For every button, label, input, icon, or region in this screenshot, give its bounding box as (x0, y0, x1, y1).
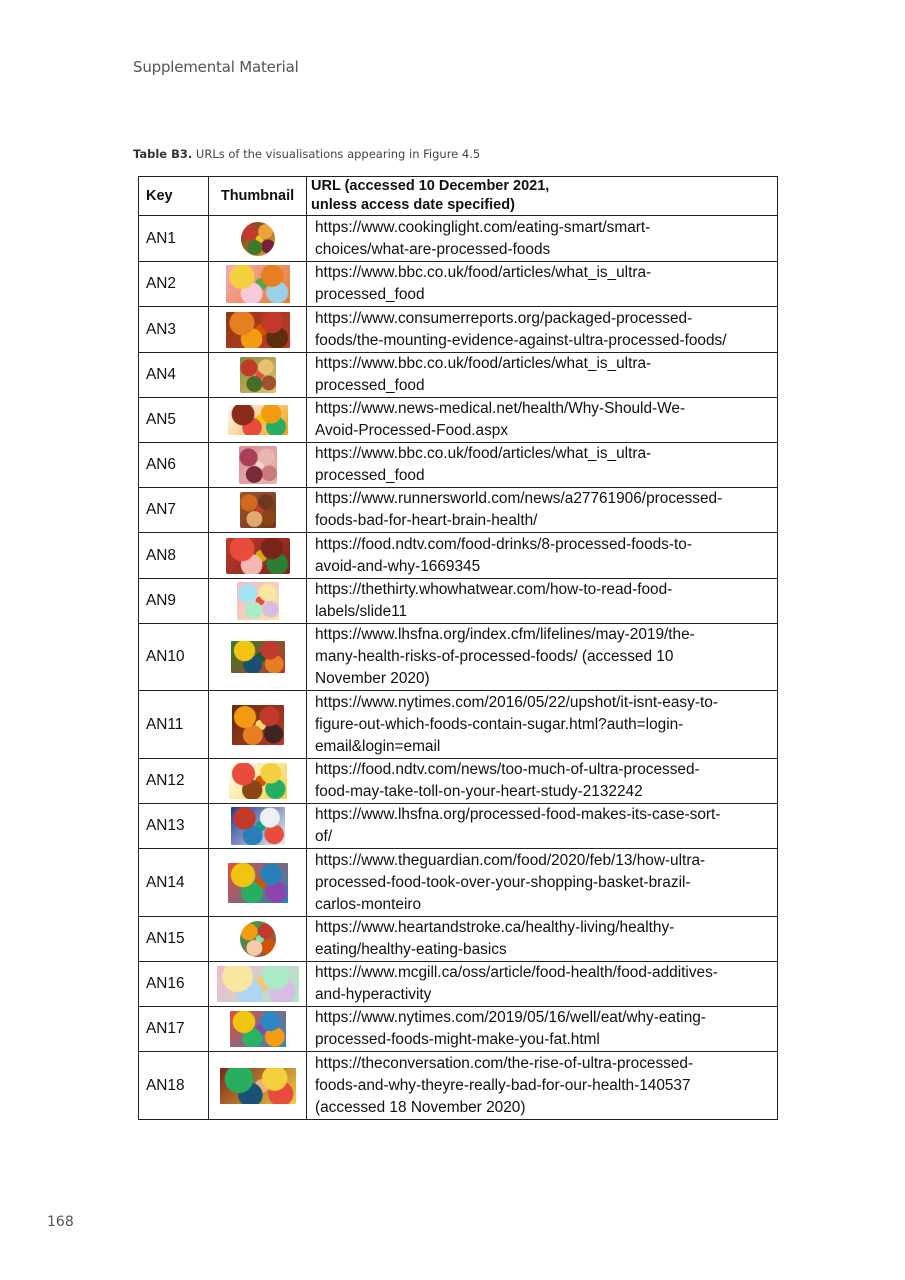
url-text-line: carlos-monteiro (315, 895, 422, 913)
url-text-line: https://www.lhsfna.org/processed-food-makes-its-case-sort- (315, 806, 721, 823)
row-thumbnail-cell (209, 759, 307, 804)
url-text-line: choices/what-are-processed-foods (315, 240, 551, 258)
row-thumbnail-cell (209, 488, 307, 533)
table-row (139, 398, 778, 443)
row-thumbnail-cell (209, 398, 307, 443)
row-thumbnail-cell (209, 917, 307, 962)
row-key: AN6 (139, 443, 209, 488)
url-text-line: https://www.nytimes.com/2019/05/16/well/eat/why-eating- (315, 1009, 706, 1026)
url-text-line: https://www.mcgill.ca/oss/article/food-health/food-additives- (315, 964, 718, 981)
row-key: AN1 (139, 216, 209, 262)
header-url-line2: unless access date specified) (311, 197, 515, 213)
row-url (307, 353, 778, 398)
row-url (307, 759, 778, 804)
url-text-line: https://theconversation.com/the-rise-of-ultra-processed- (315, 1054, 694, 1072)
row-key: AN13 (139, 804, 209, 849)
row-key: AN17 (139, 1007, 209, 1052)
table-row (139, 691, 778, 759)
row-url (307, 962, 778, 1007)
header-thumbnail: Thumbnail (209, 177, 307, 216)
row-url (307, 443, 778, 488)
url-text-line: https://www.bbc.co.uk/food/articles/what_is_ultra- (315, 264, 652, 281)
url-text-line: https://www.cookinglight.com/eating-smart/smart- (315, 218, 651, 236)
url-text-line: and-hyperactivity (315, 986, 432, 1003)
food-thumbnail-image (231, 641, 285, 673)
table-row (139, 1052, 778, 1120)
row-key: AN11 (139, 691, 209, 759)
row-thumbnail-cell (209, 262, 307, 307)
row-url (307, 624, 778, 691)
url-text-line: avoid-and-why-1669345 (315, 557, 481, 575)
food-thumbnail-image (226, 265, 290, 303)
url-text-line: https://food.ndtv.com/news/too-much-of-ultra-processed- (315, 761, 700, 778)
url-text-line: https://www.bbc.co.uk/food/articles/what_is_ultra- (315, 445, 652, 462)
food-thumbnail-image (241, 222, 275, 256)
food-thumbnail-image (240, 492, 276, 528)
url-text-line: (accessed 18 November 2020) (315, 1098, 526, 1116)
food-thumbnail-image (228, 405, 288, 435)
food-thumbnail-image (237, 582, 279, 620)
food-thumbnail-image (239, 446, 277, 484)
food-thumbnail-image (240, 357, 276, 393)
url-text-line: https://food.ndtv.com/food-drinks/8-processed-foods-to- (315, 535, 692, 553)
food-thumbnail-image (228, 863, 288, 903)
url-text-line: processed-foods-might-make-you-fat.html (315, 1031, 600, 1048)
row-key: AN18 (139, 1052, 209, 1120)
url-text-line: https://www.consumerreports.org/packaged-processed- (315, 309, 693, 327)
food-thumbnail-image (226, 312, 290, 348)
row-url (307, 804, 778, 849)
row-url (307, 579, 778, 624)
table-row (139, 917, 778, 962)
row-key: AN2 (139, 262, 209, 307)
url-text-line: November 2020) (315, 670, 430, 687)
header-url-line1: URL (accessed 10 December 2021, (311, 178, 550, 194)
table-row (139, 849, 778, 917)
row-key: AN12 (139, 759, 209, 804)
url-text-line: processed_food (315, 467, 425, 484)
table-body (139, 216, 778, 1120)
food-thumbnail-image (226, 538, 290, 574)
table-row (139, 488, 778, 533)
table-row (139, 962, 778, 1007)
food-thumbnail-image (229, 763, 287, 799)
table-row (139, 579, 778, 624)
table-caption (133, 147, 480, 161)
row-key: AN14 (139, 849, 209, 917)
row-thumbnail-cell (209, 1052, 307, 1120)
food-thumbnail-image (232, 705, 284, 745)
row-key: AN8 (139, 533, 209, 579)
row-thumbnail-cell (209, 624, 307, 691)
food-thumbnail-image (217, 966, 299, 1002)
row-thumbnail-cell (209, 849, 307, 917)
page-number: 168 (47, 1214, 74, 1230)
food-thumbnail-image (231, 807, 285, 845)
url-text-line: foods/the-mounting-evidence-against-ultra-processed-foods/ (315, 331, 727, 349)
row-url (307, 533, 778, 579)
url-text-line: of/ (315, 828, 333, 845)
table-row (139, 624, 778, 691)
row-url (307, 307, 778, 353)
row-thumbnail-cell (209, 962, 307, 1007)
table-row (139, 804, 778, 849)
url-text-line: https://www.theguardian.com/food/2020/feb/13/how-ultra- (315, 851, 706, 869)
table-row (139, 307, 778, 353)
row-thumbnail-cell (209, 216, 307, 262)
url-text-line: https://www.runnersworld.com/news/a27761906/processed- (315, 490, 723, 507)
url-text-line: email&login=email (315, 737, 441, 755)
url-text-line: processed_food (315, 286, 425, 303)
row-url (307, 216, 778, 262)
table-row (139, 759, 778, 804)
caption-text: URLs of the visualisations appearing in Figure 4.5 (195, 147, 481, 161)
url-text-line: https://www.lhsfna.org/index.cfm/lifelines/may-2019/the- (315, 626, 695, 643)
table-row (139, 533, 778, 579)
url-table (138, 176, 778, 1120)
food-thumbnail-image (240, 921, 276, 957)
url-text-line: processed-food-took-over-your-shopping-basket-brazil- (315, 873, 691, 891)
row-key: AN5 (139, 398, 209, 443)
url-text-line: foods-and-why-theyre-really-bad-for-our-health-140537 (315, 1076, 691, 1094)
table-row (139, 1007, 778, 1052)
url-text-line: processed_food (315, 377, 425, 394)
table-row (139, 216, 778, 262)
row-url (307, 849, 778, 917)
row-thumbnail-cell (209, 804, 307, 849)
row-thumbnail-cell (209, 1007, 307, 1052)
url-text-line: food-may-take-toll-on-your-heart-study-2132242 (315, 783, 643, 800)
row-key: AN3 (139, 307, 209, 353)
row-url (307, 488, 778, 533)
row-url (307, 917, 778, 962)
row-key: AN10 (139, 624, 209, 691)
header-row (139, 177, 778, 216)
row-key: AN16 (139, 962, 209, 1007)
url-text-line: https://www.nytimes.com/2016/05/22/upshot/it-isnt-easy-to- (315, 693, 718, 711)
table-row (139, 262, 778, 307)
row-thumbnail-cell (209, 307, 307, 353)
table-row (139, 443, 778, 488)
row-url (307, 262, 778, 307)
caption-label: Table B3. (133, 147, 193, 161)
url-text-line: foods-bad-for-heart-brain-health/ (315, 512, 538, 529)
table-row (139, 353, 778, 398)
header-key: Key (139, 177, 209, 216)
row-key: AN7 (139, 488, 209, 533)
row-url (307, 1052, 778, 1120)
header-url (307, 177, 778, 216)
url-text-line: Avoid-Processed-Food.aspx (315, 422, 509, 439)
row-thumbnail-cell (209, 443, 307, 488)
url-text-line: https://www.news-medical.net/health/Why-Should-We- (315, 400, 686, 417)
row-thumbnail-cell (209, 691, 307, 759)
url-text-line: eating/healthy-eating-basics (315, 941, 507, 958)
row-url (307, 1007, 778, 1052)
url-text-line: https://www.bbc.co.uk/food/articles/what_is_ultra- (315, 355, 652, 372)
row-key: AN9 (139, 579, 209, 624)
url-text-line: labels/slide11 (315, 603, 408, 620)
url-text-line: figure-out-which-foods-contain-sugar.html?auth=login- (315, 715, 684, 733)
row-url (307, 691, 778, 759)
url-text-line: https://www.heartandstroke.ca/healthy-living/healthy- (315, 919, 675, 936)
row-key: AN15 (139, 917, 209, 962)
food-thumbnail-image (220, 1068, 296, 1104)
row-thumbnail-cell (209, 579, 307, 624)
row-url (307, 398, 778, 443)
url-text-line: https://thethirty.whowhatwear.com/how-to-read-food- (315, 581, 673, 598)
row-thumbnail-cell (209, 533, 307, 579)
food-thumbnail-image (230, 1011, 286, 1047)
row-key: AN4 (139, 353, 209, 398)
url-text-line: many-health-risks-of-processed-foods/ (accessed 10 (315, 648, 674, 665)
running-head: Supplemental Material (133, 58, 299, 76)
row-thumbnail-cell (209, 353, 307, 398)
